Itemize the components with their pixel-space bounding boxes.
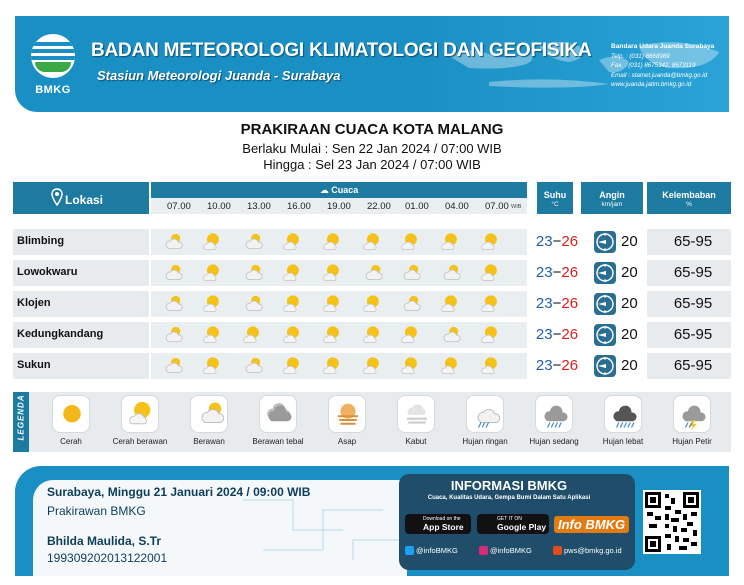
angin-label: Angin [599,190,625,200]
info-title: INFORMASI BMKG [450,478,568,493]
time-row [151,198,527,214]
valid-until: Hingga : Sel 23 Jan 2024 / 07:00 WIB [263,157,481,172]
column-cuaca [151,182,527,214]
time-4: 19.00 [327,201,351,212]
weather-cloudy-sun-icon [241,263,263,283]
heavy-rain-icon [604,395,642,433]
weather-sunny-cloud-icon [439,232,461,252]
contact-email: Email : stamet.juanda@bmkg.go.id [611,71,708,79]
column-kelembaban [647,182,731,214]
legend-label: Hujan sedang [529,437,579,446]
app-store-button[interactable]: Download on the App Store [405,514,471,534]
wind-direction-icon [593,230,617,254]
legend-label: Asap [337,437,357,446]
info-subtitle: Cuaca, Kualitas Udara, Gempa Bumi Dalam Satu Aplikasi [427,495,591,501]
legend-item [516,395,592,446]
weather-sunny-cloud-icon [479,263,501,283]
weather-cloudy-sun-icon [161,325,183,345]
moderate-rain-icon [535,395,573,433]
temperature-range: 23−26 [535,233,579,250]
legend-label: Cerah berawan [112,437,168,446]
info-bmkg-panel [399,474,635,570]
forecaster-name: Bhilda Maulida, S.Tr [47,534,162,548]
weather-sunny-cloud-icon [479,294,501,314]
qr-code[interactable] [643,490,701,554]
contact-web: www.juanda.jatim.bmkg.go.id [611,81,692,88]
weather-sunny-cloud-icon [281,325,303,345]
legend-label: Berawan tebal [252,437,304,446]
legend-label: Cerah [60,437,82,446]
header-banner [15,16,729,112]
suhu-unit: °C [551,201,559,208]
time-1: 10.00 [207,201,231,212]
sunny-cloud-icon [121,395,159,433]
weather-cloudy-sun-icon [161,232,183,252]
agency-title: BADAN METEOROLOGI KLIMATOLOGI DAN GEOFISIKA [91,40,592,61]
time-7: 04.00 [445,201,469,212]
location-name: Kedungkandang [17,328,104,340]
humidity-range: 65-95 [673,326,713,343]
weather-sunny-cloud-icon [201,263,223,283]
humidity-range: 65-95 [673,233,713,250]
time-5: 22.00 [367,201,391,212]
temperature-range: 23−26 [535,264,579,281]
instagram-icon [479,546,488,555]
time-6: 01.00 [405,201,429,212]
weather-sunny-cloud-icon [201,356,223,376]
legend-item [240,395,316,446]
weather-sunny-cloud-icon [281,263,303,283]
weather-cloudy-sun-icon [241,232,263,252]
wind-speed: 20 [621,264,638,281]
weather-sunny-cloud-icon [281,232,303,252]
weather-cloudy-sun-icon [399,263,421,283]
legend-item [171,395,247,446]
twitter-link[interactable]: @infoBMKG [405,546,458,555]
weather-cloudy-sun-icon [439,325,461,345]
info-bmkg-link[interactable]: Info BMKG [554,516,629,533]
weather-sunny-cloud-icon [321,356,343,376]
wind-direction-icon [593,261,617,285]
column-suhu [537,182,573,214]
wind-speed: 20 [621,357,638,374]
weather-sunny-cloud-icon [241,325,263,345]
weather-sunny-cloud-icon [321,325,343,345]
weather-sunny-cloud-icon [361,232,383,252]
weather-sunny-cloud-icon [361,325,383,345]
kelembaban-label: Kelembaban [662,190,716,200]
legend-item [33,395,109,446]
bmkg-logo [27,34,79,106]
weather-sunny-cloud-icon [361,294,383,314]
suhu-label: Suhu [543,190,567,200]
thunderstorm-icon [673,395,711,433]
humidity-range: 65-95 [673,357,713,374]
station-subtitle: Stasiun Meteorologi Juanda - Surabaya [97,68,341,83]
temperature-range: 23−26 [535,295,579,312]
table-row [13,322,731,348]
kelembaban-unit: % [686,201,692,208]
cuaca-label: Cuaca [331,185,359,195]
weather-sunny-cloud-icon [281,356,303,376]
weather-sunny-cloud-icon [321,232,343,252]
angin-unit: km/jam [601,201,623,208]
wind-direction-icon [593,292,617,316]
forecaster-nip: 199309202013122001 [47,551,168,565]
forecast-title: PRAKIRAAN CUACA KOTA MALANG [240,121,504,138]
table-row [13,353,731,379]
time-2: 13.00 [247,201,271,212]
table-row [13,229,731,255]
temperature-range: 23−26 [535,357,579,374]
twitter-icon [405,546,414,555]
weather-cloudy-sun-icon [361,263,383,283]
forecaster-card [33,480,407,576]
location-name: Blimbing [17,235,65,247]
table-row [13,291,731,317]
weather-cloudy-sun-icon [161,356,183,376]
cloud-icon: ☁ [319,185,332,195]
weather-sunny-cloud-icon [399,232,421,252]
legend-label: Berawan [193,437,225,446]
humidity-range: 65-95 [673,295,713,312]
weather-sunny-cloud-icon [439,356,461,376]
contact-fax: Fax. : (031) 8675342, 8673119 [611,62,696,69]
mail-icon [553,546,562,555]
legend-item [309,395,385,446]
legend-item [447,395,523,446]
location-name: Klojen [17,297,51,309]
time-8: 07.00 [485,201,509,212]
legend-panel [13,392,731,452]
weather-sunny-cloud-icon [321,263,343,283]
cloudy-sun-icon [190,395,228,433]
overcast-icon [259,395,297,433]
weather-sunny-cloud-icon [399,325,421,345]
footer [15,466,729,576]
weather-sunny-cloud-icon [479,325,501,345]
weather-sunny-cloud-icon [361,356,383,376]
location-name: Sukun [17,359,51,371]
legend-label: Hujan lebat [602,437,644,446]
forecaster-role: Prakirawan BMKG [47,504,146,518]
location-name: Lowokwaru [17,266,78,278]
haze-icon [328,395,366,433]
weather-sunny-cloud-icon [321,294,343,314]
wind-direction-icon [593,323,617,347]
legend-label: Kabut [405,437,427,446]
valid-from: Berlaku Mulai : Sen 22 Jan 2024 / 07:00 WIB [242,141,502,156]
wind-speed: 20 [621,233,638,250]
time-3: 16.00 [287,201,311,212]
weather-sunny-cloud-icon [479,232,501,252]
weather-sunny-cloud-icon [201,232,223,252]
wind-speed: 20 [621,326,638,343]
weather-sunny-cloud-icon [399,356,421,376]
table-row [13,260,731,286]
sun-icon [52,395,90,433]
legend-item [654,395,730,446]
lokasi-label: Lokasi [65,193,104,207]
time-0: 07.00 [167,201,191,212]
weather-cloudy-sun-icon [241,356,263,376]
table-header [13,182,731,214]
legend-side-label: LEGENDA [13,392,29,452]
contact-info [611,42,714,90]
logo-text: BMKG [35,84,71,96]
column-angin [581,182,643,214]
wind-direction-icon [593,354,617,378]
weather-cloudy-sun-icon [161,294,183,314]
instagram-link[interactable]: @infoBMKG [479,546,532,555]
column-lokasi [13,182,149,214]
contact-title: Bandara Udara Juanda Surabaya [611,43,715,50]
weather-cloudy-sun-icon [439,263,461,283]
legend-label: Hujan Petir [672,437,712,446]
weather-sunny-cloud-icon [201,325,223,345]
weather-cloudy-sun-icon [161,263,183,283]
time-unit: WIB [511,204,522,210]
email-link[interactable]: pws@bmkg.go.id [553,546,622,555]
weather-cloudy-sun-icon [399,294,421,314]
weather-cloudy-sun-icon [241,294,263,314]
legend-label: Hujan ringan [462,437,508,446]
google-play-button[interactable]: GET IT ON Google Play [477,514,549,534]
legend-item [378,395,454,446]
fog-icon [397,395,435,433]
legend-item [102,395,178,446]
weather-sunny-cloud-icon [439,294,461,314]
issue-date: Surabaya, Minggu 21 Januari 2024 / 09:00 WIB [47,485,311,499]
legend-item [585,395,661,446]
weather-sunny-cloud-icon [479,356,501,376]
contact-telp: Telp. : (031) 8668989 [611,52,670,60]
wind-speed: 20 [621,295,638,312]
weather-sunny-cloud-icon [201,294,223,314]
light-rain-icon [466,395,504,433]
location-pin-icon [51,188,63,206]
humidity-range: 65-95 [673,264,713,281]
temperature-range: 23−26 [535,326,579,343]
weather-sunny-cloud-icon [281,294,303,314]
